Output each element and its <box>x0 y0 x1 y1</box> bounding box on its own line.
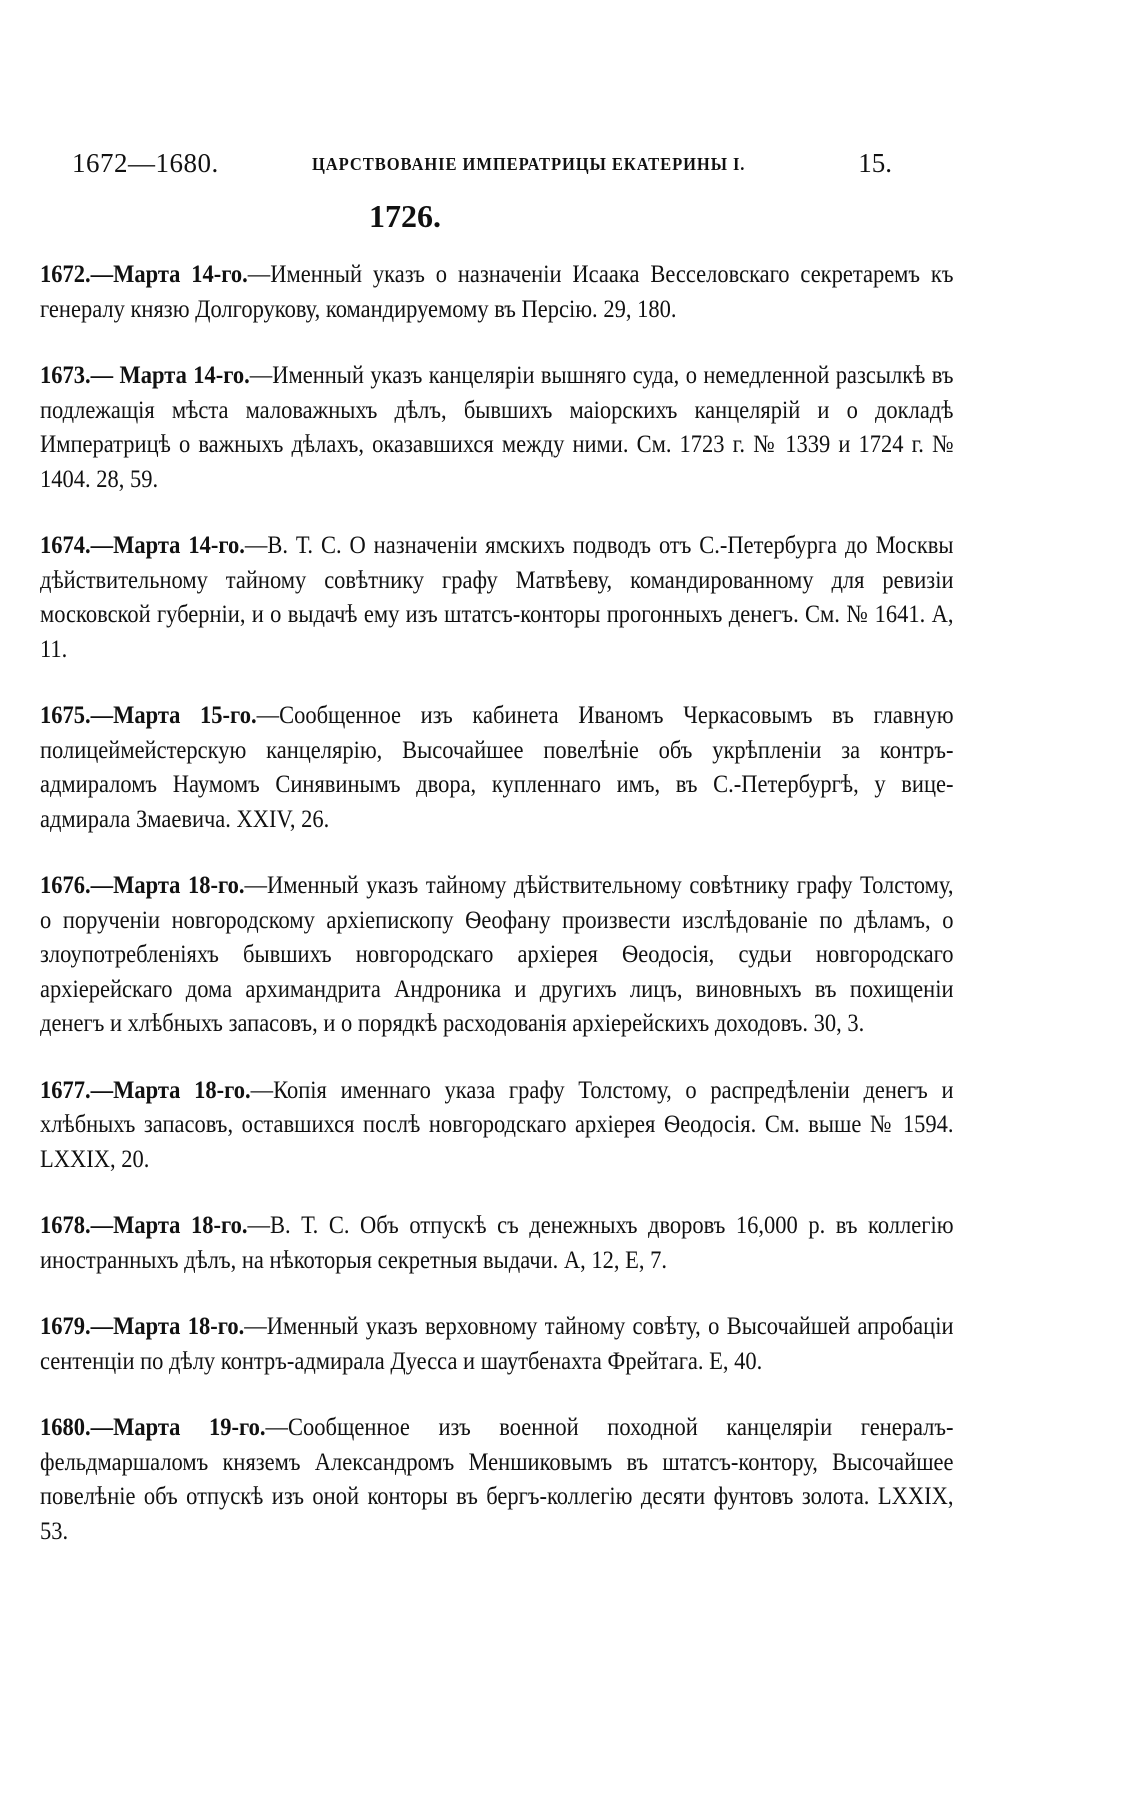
entry-text: —Именный указъ канцеляріи вышняго суда, о немедленной разсылкѣ въ подлежащія мѣста маловажныхъ дѣлъ, бывшихъ маіорскихъ канцелярій и о докладѣ Императрицѣ о важныхъ дѣлахъ, оказавшихся между ними. См. 1723 г. № 1339 и 1724 г. № 1404. <box>40 362 954 493</box>
entry <box>40 1411 954 1549</box>
entry-source: 28, 59. <box>96 465 159 493</box>
entry-source: 29, 180. <box>603 295 677 323</box>
entry-number: 1674. <box>40 532 91 559</box>
entry-date: —Марта 18-го. <box>90 1313 245 1340</box>
entry-text: —В. Т. С. О назначеніи ямскихъ подводъ отъ С.-Петербурга до Москвы дѣйствительному тайному совѣтнику графу Матвѣеву, командированному для ревизіи московской губерніи, и о выдачѣ ему изъ штатсъ-конторы прогонныхъ денегъ. См. № 1641. <box>40 532 954 628</box>
running-header <box>72 148 892 188</box>
entry-number: 1675. <box>40 702 91 729</box>
entry-number: 1679. <box>40 1313 91 1340</box>
entry-source: Е, 40. <box>709 1347 763 1375</box>
entry <box>40 869 954 1042</box>
entry-number: 1678. <box>40 1212 91 1239</box>
entry-number: 1673. <box>40 362 91 389</box>
entry-text: —Именный указъ о назначеніи Исаака Весселовскаго секретаремъ къ генералу князю Долгорукову, командируемому въ Персію. <box>40 261 954 323</box>
entry-source: А, 11. <box>40 601 954 663</box>
entry-date: —Марта 18-го. <box>90 872 245 899</box>
entry <box>40 359 954 497</box>
entry-date: —Марта 15-го. <box>90 702 257 729</box>
entry-source: 30, 3. <box>813 1010 865 1037</box>
entry-date: — Марта 14-го. <box>90 362 250 389</box>
entry-source: А, 12, Е, 7. <box>563 1246 668 1274</box>
entry <box>40 1074 954 1178</box>
entry-number: 1677. <box>40 1076 91 1104</box>
entry-text: —Копія именнаго указа графу Толстому, о распредѣленіи денегъ и хлѣбныхъ запасовъ, оставшихся послѣ новгородскаго архіерея Ѳеодосія. См. выше № 1594. <box>40 1076 954 1138</box>
entry <box>40 1310 954 1379</box>
entry-date: —Марта 14-го. <box>90 261 248 288</box>
entry <box>40 699 954 837</box>
entry-source: LXXIX, 53. <box>40 1483 954 1545</box>
entry-date: —Марта 19-го. <box>90 1414 266 1441</box>
entry-date: —Марта 14-го. <box>90 532 245 559</box>
entry-source: LXXIX, 20. <box>40 1145 150 1173</box>
year-heading: 1726. <box>369 198 441 234</box>
entry-text: —Именный указъ верховному тайному совѣту, о Высочайшей апробаціи сентенціи по дѣлу контръ-адмирала Дуесса и шаутбенахта Фрейтага. <box>40 1313 954 1375</box>
entry-number: 1672. <box>40 261 91 288</box>
entry-text: —Сообщенное изъ кабинета Иваномъ Черкасовымъ въ главную полицеймейстерскую канцелярію, Высочайшее повелѣніе объ укрѣпленіи за контръ-адмираломъ Наумомъ Синявинымъ двора, купленнаго имъ, въ С.-Петербургѣ, у вице-адмирала Змаевича. <box>40 702 954 833</box>
entry-range: 1672—1680. <box>72 148 219 178</box>
entry-text: —В. Т. С. Объ отпускѣ съ денежныхъ дворовъ 16,000 р. въ коллегію иностранныхъ дѣлъ, на нѣкоторыя секретныя выдачи. <box>40 1212 954 1274</box>
entry-text: —Именный указъ тайному дѣйствительному совѣтнику графу Толстому, о порученіи новгородскому архіепископу Ѳеофану произвести изслѣдованіе по дѣламъ, о злоупотребленіяхъ бывшихъ новгородскаго архіерея Ѳеодосія, судьи новгородскаго архіерейскаго дома архимандрита Андроника и другихъ лицъ, виновныхъ въ похищеніи денегъ и хлѣбныхъ запасовъ, и о порядкѣ расходованія архіерейскихъ доходовъ. <box>40 872 954 1037</box>
entry-date: —Марта 18-го. <box>90 1076 251 1104</box>
running-title: ЦАРСТВОВАНІЕ ИМПЕРАТРИЦЫ ЕКАТЕРИНЫ I. <box>312 154 746 174</box>
entry <box>40 1209 954 1278</box>
entry-number: 1676. <box>40 872 91 899</box>
page-number: 15. <box>858 148 892 178</box>
entry-text: —Сообщенное изъ военной походной канцеляріи генералъ-фельдмаршаломъ княземъ Александромъ Меншиковымъ въ штатсъ-контору, Высочайшее повелѣніе объ отпускѣ изъ оной конторы въ бергъ-коллегію десяти фунтовъ золота. <box>40 1414 954 1510</box>
entry <box>40 258 954 327</box>
entry-source: XXIV, 26. <box>236 805 330 833</box>
entry-number: 1680. <box>40 1414 91 1441</box>
entry-date: —Марта 18-го. <box>90 1212 248 1239</box>
entry <box>40 529 954 667</box>
entries-list <box>40 258 954 1581</box>
